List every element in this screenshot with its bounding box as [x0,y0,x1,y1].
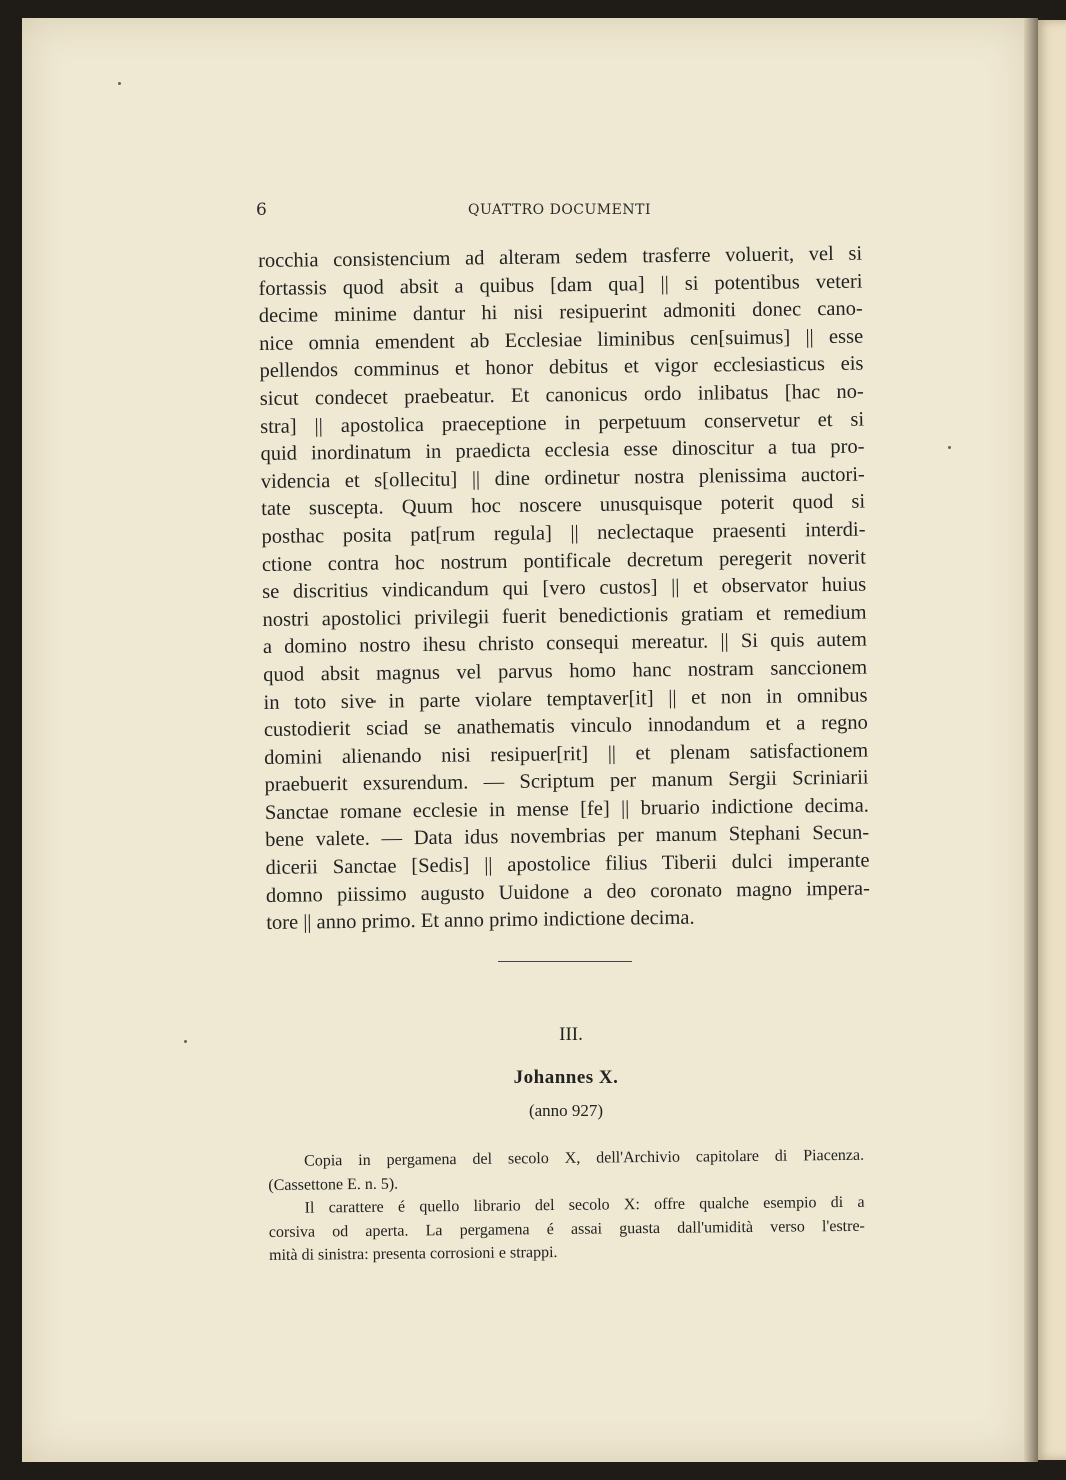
paper-speck [184,1040,187,1043]
body-line: posthac posita pat[rum regula] || neclectaque praesenti interdi- [261,518,866,548]
body-line: sicut condecet praebeatur. Et canonicus ordo inlibatus [hac no- [259,380,864,410]
body-line: decime minime dantur hi nisi resipuerint admoniti donec cano- [258,297,863,328]
body-line: stra] || apostolica praeceptione in perpetuum conservetur et si [260,408,865,438]
body-line: fortassis quod absit a quibus [dam qua] || si potentibus veteri [258,270,863,300]
body-line: in toto sive in parte violare temptaver[it] || et non in omnibus [263,684,868,714]
body-line: domno piissimo augusto Uuidone a deo coronato magno impera- [265,877,871,907]
paper-speck [948,446,951,449]
paper-speck [118,82,121,85]
body-line: praebuerit exsurendum. — Scriptum per manum Sergii Scriniarii [264,766,869,797]
running-head: QUATTRO DOCUMENTI [468,202,651,218]
body-line: custodierit sciad se anathematis vinculo innodandum et a regno [263,711,868,742]
note-line: Copia in pergamena del secolo X, dell'Archivio capitolare di Piacenza. [304,1146,865,1170]
body-text [258,241,870,938]
note-line: (Cassettone E. n. 5). [268,1175,399,1194]
body-line: pellendos comminus et honor debitus et vigor ecclesiasticus eis [259,352,864,383]
body-line: domini alienando nisi resipuer[rit] || et plenam satisfactionem [264,739,869,769]
body-line: a domino nostro ihesu christo consequi mereatur. || Si quis autem [262,628,867,659]
note-line: Il carattere é quello librario del secolo X: offre qualche esempio di a [304,1193,865,1217]
body-line: nice omnia emendent ab Ecclesiae liminibus cen[suimus] || esse [259,325,864,355]
facing-page-edge [1036,20,1066,1460]
body-line: Sanctae romane ecclesie in mense [fe] || bruario indictione decima. [264,794,869,824]
section-year: (anno 927) [528,1101,604,1120]
note-line: mità di sinistra: presenta corrosioni e strappi. [269,1243,558,1264]
section-divider [498,961,632,962]
section-title: Johannes X. [513,1067,619,1088]
body-line: videncia et s[ollecitu] || dine ordinetur nostra plenissima auctori- [260,463,865,493]
body-line: se discritius vindicandum qui [vero custos] || et observator huius [262,573,867,604]
body-line: bene valete. — Data idus novembrias per manum Stephani Secun- [265,822,870,852]
body-line: rocchia consistencium ad alteram sedem trasferre voluerit, vel si [258,242,863,272]
archival-note [268,1144,865,1268]
body-line: dicerii Sanctae [Sedis] || apostolice filius Tiberii dulci imperante [265,849,870,880]
note-line: corsiva od aperta. La pergamena é assai guasta dall'umidità verso l'estre- [268,1217,865,1241]
body-line: quod absit magnus vel parvus homo hanc nostram sanccionem [263,656,868,686]
section-number: III. [559,1024,583,1045]
body-line: ctione contra hoc nostrum pontificale decretum peregerit noverit [261,546,866,576]
body-line: tate suscepta. Quum hoc noscere unusquisque poterit quod si [261,490,866,521]
body-line: tore || anno primo. Et anno primo indictione decima. [266,906,695,935]
body-line: quid inordinatum in praedicta ecclesia esse dinoscitur a tua pro- [260,435,865,466]
page-gutter-shadow [1024,18,1038,1462]
body-line: nostri apostolici privilegii fuerit benedictionis gratiam et remedium [262,601,867,631]
page-number: 6 [256,200,267,220]
